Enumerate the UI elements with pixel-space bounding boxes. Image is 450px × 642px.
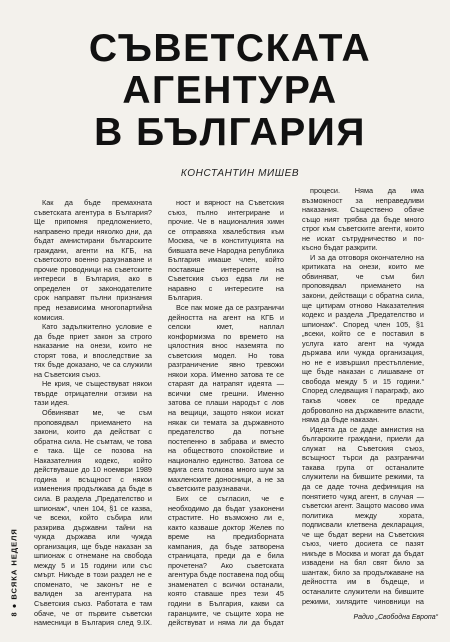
headline-line-3: В БЪЛГАРИЯ — [94, 111, 366, 154]
paragraph: Не крия, че съществуват някои твърде отрицателни отзиви на тази идея. — [34, 379, 152, 408]
paragraph: Идеята да се даде амнистия на българските граждани, приели да служат на Съветския съюз, всъщност търси да разграничи такава група от останалите служители на бившите режими, та да се даде точна дефиниция на понятието чужд агент, в случая — съветски агент. Защото масово има политика между хората, подписвали клетвена декларация, че ще бъдат верни на Съветския съюз, чието досиета се пазят никъде в Москва и могат да бъдат извадени на бял свят било за шантаж, било за продължаване на дейността им в бъдеще, и останалите служители на бившите режими, хилядите чиновници на — [302, 424, 424, 606]
paragraph: процеси. Няма да има възможност за неправедливи наказания. Съществено обаче също ният трябва да бъде много строг към съветските агенти, които не искат сътрудничество и по-късно бъдат разкрити. — [302, 186, 424, 253]
paragraph: Бих се съгласил, че е необходимо да бъдат узаконени страстите. Но възможно ли е, както казваше доктор Желев по време на предизборната кампания, да бъде затворена страницата, преди да е била прочетена? Ако съветската агентура бъде поставена под общ знаменател с всички останали, която ставаше през тези 45 години в България, какви са гаранциите, че същите хора не действуват и няма ли да бъдат — [168, 493, 284, 628]
paragraph: Като задължително условие е да бъде приет закон за строго наказание на онези, които не сторят това, и впоследствие за тях бъде доказано, че са служили на Съветския съюз. — [34, 322, 152, 379]
article-column-3 — [302, 186, 424, 606]
paragraph: Как да бъде премахната съветската агентура в България? Ще припомня предложението, направено преди няколко дни, да бъдат амнистирани българските граждани, агенти на КГБ, на съветското военно разузнаване и прочие проводници на съветските интереси в България, ако в определен от законодателите срок направят пълни признания пред независима многопартийна комисия. — [34, 198, 152, 322]
article-column-1 — [34, 198, 152, 628]
paragraph: Обвиняват ме, че съм проповядвал приемането на закони, които да действат с обратна сила. Не съмтам, че това е така. Ще се позова на Наказателния кодекс, който действуваше до 10 ноември 1989 година и всъщност с някои изменения продължава да бъде в сила. В раздела „Предателство и шпионаж“, член 104, §1 се казва, че всеки, който събира или разкрива държавни тайни на чужда държава или чужда организация, ще бъде наказан за шпионаж с отнемане на свобода между 5 и 15 години или със смърт. Никъде в този раздел не е споменато, че законът не е валиден за агентурата на Съветския съюз. Работата е там обаче, че от първите съветски намесници в България след 9.IX. — [34, 408, 152, 628]
author-byline: КОНСТАНТИН МИШЕВ — [180, 168, 300, 179]
paragraph: И за да отговоря окончателно на критиката на онези, които ме обвиняват, че съм бил проповядвал приемането на закони, действащи с обратна сила, ще цитирам отново Наказателния кодекс и раздела „Предателство и шпионаж“. Според член 105, §1 „всеки, който се е поставил в услуга като агент на чужда държава или чужда организация, но не е извършил престъпление, ще бъде наказан с лишаване от свобода между 5 и 15 години.“ Според следващия ї параграф, ако такъв човек се предаде доброволно на държавните власти, няма да бъде наказан. — [302, 252, 424, 425]
headline-line-2: АГЕНТУРА — [122, 69, 338, 112]
headline — [70, 28, 390, 154]
folio-text: 8 ● ВСЯКА НЕДЕЛЯ — [9, 528, 19, 617]
headline-line-1: СЪВЕТСКАТА — [88, 27, 372, 70]
paragraph: Все пак може да се разграничи дейността на агент на КГБ и селски кмет, наплал конформизма по времето на цялостния внос наземята по съветския модел. Но това разграничение явно тревожи някои хора. Именно затова те се стараят да натрапят идеята — всички сме грешни. Именно затова се плаши народът с лов на вещици, защото някои искат някак си темата за държавното предателство да потъне постепенно в забрава и вместо на обществото спокойствие и национално единство. Затова се вдига сега толкова много шум за махленските доносници, а не за съветските разузнавачи. — [168, 303, 284, 494]
source-credit: Радио „Свободна Европа“ — [353, 614, 438, 621]
page-folio — [2, 480, 19, 620]
article-column-2 — [168, 198, 284, 628]
paragraph: ност и вярност на Съветския съюз, пълно интегриране и прочие. Че в националния химн се отправяха хвалебствия към Москва, че в конституцията на бившата вече Народна република България имаше член, който поставяше интересите на Съветския съюз едва ли не наравно с интересите на България. — [168, 198, 284, 303]
